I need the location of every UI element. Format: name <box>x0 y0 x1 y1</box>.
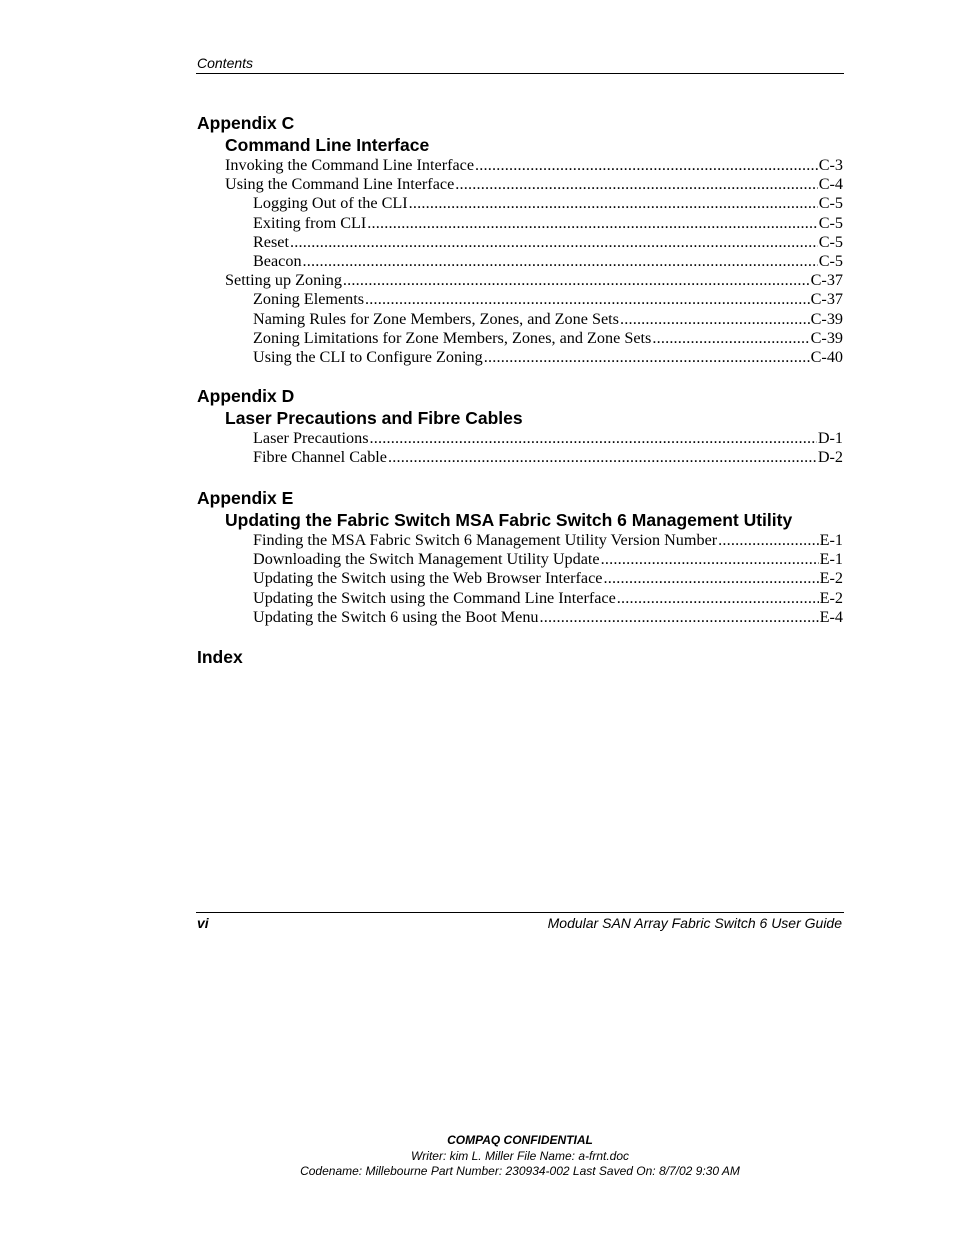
appendix-d-entries <box>197 429 843 467</box>
toc-entry-title: Finding the MSA Fabric Switch 6 Management Utility Version Number <box>253 531 718 549</box>
toc-entry[interactable] <box>253 290 843 309</box>
toc-entry-page: E-4 <box>819 607 843 626</box>
index-section <box>197 646 843 668</box>
toc-entry-page: C-4 <box>818 175 843 194</box>
toc-entry-page: C-37 <box>810 271 843 290</box>
toc-entry-title: Logging Out of the CLI <box>253 194 408 213</box>
toc-entry-title: Using the CLI to Configure Zoning <box>253 347 483 366</box>
toc-entry-page: E-1 <box>819 531 843 549</box>
toc-entry[interactable] <box>253 252 843 271</box>
toc-entry-page: C-5 <box>818 251 843 270</box>
toc-entry-page: E-1 <box>819 550 843 569</box>
toc-entry-page: C-3 <box>818 156 843 174</box>
toc-entry-page: C-40 <box>810 347 843 366</box>
dot-leader <box>601 550 819 569</box>
dot-leader <box>409 194 818 213</box>
dot-leader <box>388 448 817 467</box>
appendix-c-title: Command Line Interface <box>225 135 430 155</box>
appendix-c-label: Appendix C <box>197 113 295 133</box>
toc-entry[interactable] <box>253 531 843 550</box>
confidential-block <box>0 1133 954 1180</box>
dot-leader <box>475 156 818 175</box>
toc-entry-title: Exiting from CLI <box>253 213 367 232</box>
dot-leader <box>652 329 809 348</box>
index-label[interactable]: Index <box>197 647 243 667</box>
toc-entry[interactable] <box>225 271 843 290</box>
toc-entry-title: Updating the Switch using the Web Browser Interface <box>253 569 603 588</box>
dot-leader <box>303 252 818 271</box>
toc-entry[interactable] <box>253 429 843 448</box>
appendix-e-label: Appendix E <box>197 488 294 508</box>
dot-leader <box>617 589 819 608</box>
toc-entry-title: Laser Precautions <box>253 429 369 447</box>
appendix-c-entries <box>197 156 843 367</box>
toc-entry-title: Fibre Channel Cable <box>253 448 387 467</box>
toc-entry[interactable] <box>253 550 843 569</box>
toc-entry-page: D-2 <box>817 448 843 467</box>
running-header: Contents <box>197 55 254 71</box>
part-number-line: Codename: Millebourne Part Number: 230934-002 Last Saved On: 8/7/02 9:30 AM <box>300 1164 740 1178</box>
dot-leader <box>484 348 810 367</box>
toc-entry-title: Beacon <box>253 251 302 270</box>
toc-entry-page: C-5 <box>818 232 843 251</box>
toc-entry-title: Zoning Elements <box>253 290 365 309</box>
toc-entry[interactable] <box>253 194 843 213</box>
toc-entry-page: C-5 <box>818 213 843 232</box>
appendix-e-section <box>197 487 843 627</box>
toc-entry[interactable] <box>253 348 843 367</box>
toc-entry[interactable] <box>253 214 843 233</box>
dot-leader <box>620 310 810 329</box>
dot-leader <box>365 290 810 309</box>
toc-entry-page: D-1 <box>817 429 843 447</box>
toc-entry-title: Updating the Switch using the Command Line Interface <box>253 588 616 607</box>
document-title: Modular SAN Array Fabric Switch 6 User Guide <box>547 915 842 931</box>
toc-entry[interactable] <box>253 569 843 588</box>
appendix-d-label: Appendix D <box>197 386 295 406</box>
dot-leader <box>343 271 810 290</box>
toc-entry[interactable] <box>253 608 843 627</box>
toc-entry-title: Reset <box>253 232 289 251</box>
toc-entry-title: Zoning Limitations for Zone Members, Zones, and Zone Sets <box>253 328 652 347</box>
appendix-d-title: Laser Precautions and Fibre Cables <box>225 408 523 428</box>
writer-line: Writer: kim L. Miller File Name: a-frnt.doc <box>410 1148 630 1163</box>
toc-entry[interactable] <box>253 233 843 252</box>
dot-leader <box>370 429 817 448</box>
footer-divider <box>196 912 844 913</box>
toc-entry[interactable] <box>253 310 843 329</box>
toc-entry-title: Naming Rules for Zone Members, Zones, and Zone Sets <box>253 309 619 328</box>
dot-leader <box>367 214 817 233</box>
toc-entry-page: C-39 <box>810 328 843 347</box>
appendix-e-entries <box>197 531 843 627</box>
dot-leader <box>290 233 818 252</box>
dot-leader <box>718 531 818 550</box>
dot-leader <box>540 608 819 627</box>
toc-entry[interactable] <box>225 156 843 175</box>
appendix-e-title: Updating the Fabric Switch MSA Fabric Switch 6 Management Utility <box>225 510 793 530</box>
toc-entry[interactable] <box>253 589 843 608</box>
toc-entry-page: E-2 <box>819 569 843 588</box>
toc-entry-page: C-37 <box>810 290 843 309</box>
toc-entry-page: E-2 <box>819 588 843 607</box>
toc-entry-title: Invoking the Command Line Interface <box>225 156 475 174</box>
header-divider <box>196 73 844 74</box>
appendix-d-section <box>197 385 843 467</box>
toc-entry-title: Setting up Zoning <box>225 271 342 290</box>
toc-entry-title: Updating the Switch 6 using the Boot Menu <box>253 607 539 626</box>
toc-entry-page: C-5 <box>818 194 843 213</box>
toc-entry[interactable] <box>225 175 843 194</box>
toc-entry-title: Using the Command Line Interface <box>225 175 455 194</box>
toc-entry-page: C-39 <box>810 309 843 328</box>
dot-leader <box>603 569 818 588</box>
toc-entry[interactable] <box>253 329 843 348</box>
appendix-c-section <box>197 112 843 367</box>
dot-leader <box>455 175 817 194</box>
confidential-title: COMPAQ CONFIDENTIAL <box>447 1133 593 1147</box>
toc-entry[interactable] <box>253 448 843 467</box>
toc-entry-title: Downloading the Switch Management Utility Update <box>253 550 600 569</box>
page-number: vi <box>197 915 209 931</box>
